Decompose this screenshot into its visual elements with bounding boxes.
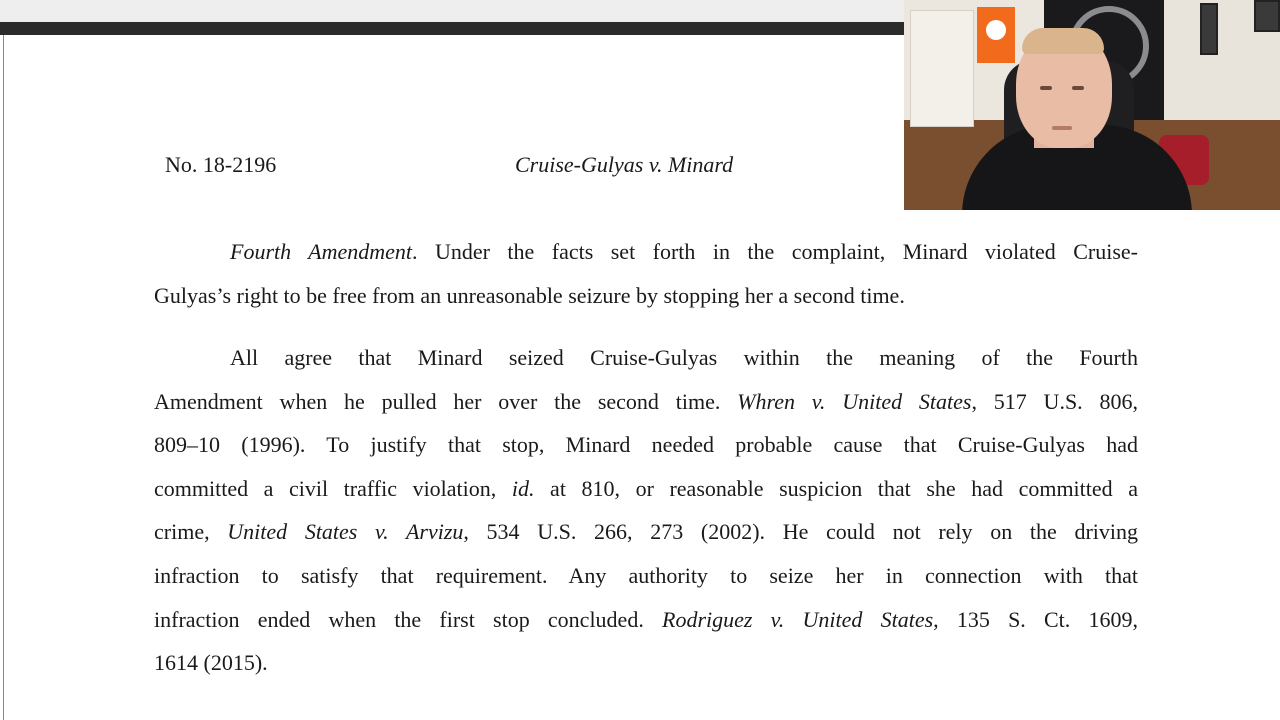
paw-icon	[986, 20, 1006, 40]
paragraph-2-line-7: infraction ended when the first stop concluded. Rodriguez v. United States, 135 S. Ct. 1609,	[154, 606, 1138, 632]
webcam-person-eye	[1040, 86, 1052, 90]
paragraph-2-line-1: All agree that Minard seized Cruise-Gulyas within the meaning of the Fourth	[230, 345, 1138, 370]
case-citation: Rodriguez v. United States	[662, 606, 934, 632]
case-number: No. 18-2196	[165, 152, 277, 177]
case-citation: United States v. Arvizu	[227, 519, 464, 545]
paragraph-2-line-2: Amendment when he pulled her over the second time. Whren v. United States, 517 U.S. 806,	[154, 388, 1138, 414]
paragraph-1-line-1: Fourth Amendment. Under the facts set forth in the complaint, Minard violated Cruise-	[230, 239, 1138, 264]
webcam-picture-frame	[1254, 0, 1280, 32]
paragraph-2-line-4: committed a civil traffic violation, id. at 810, or reasonable suspicion that she had committed a	[154, 475, 1138, 501]
paragraph-1-line-2: Gulyas’s right to be free from an unreasonable seizure by stopping her a second time.	[154, 282, 905, 308]
webcam-overlay	[904, 0, 1280, 210]
paragraph-2-line-3: 809–10 (1996). To justify that stop, Minard needed probable cause that Cruise-Gulyas had	[154, 432, 1138, 458]
section-heading: Fourth Amendment	[230, 239, 413, 264]
paragraph-2	[154, 336, 1138, 685]
webcam-person-mouth	[1052, 126, 1072, 130]
case-citation: id.	[511, 475, 535, 501]
webcam-person-eye	[1072, 86, 1084, 90]
paragraph-2-line-8: 1614 (2015).	[154, 650, 268, 676]
case-name: Cruise-Gulyas v. Minard	[515, 152, 734, 177]
paragraph-1	[154, 230, 1138, 317]
webcam-picture-frame	[1200, 3, 1218, 55]
case-citation: Whren v. United States	[737, 388, 972, 414]
webcam-door	[910, 10, 974, 127]
paragraph-2-line-6: infraction to satisfy that requirement. Any authority to seize her in connection with that	[154, 562, 1138, 588]
paragraph-2-line-5: crime, United States v. Arvizu, 534 U.S. 266, 273 (2002). He could not rely on the driving	[154, 519, 1138, 545]
webcam-person-hair	[1022, 28, 1104, 54]
